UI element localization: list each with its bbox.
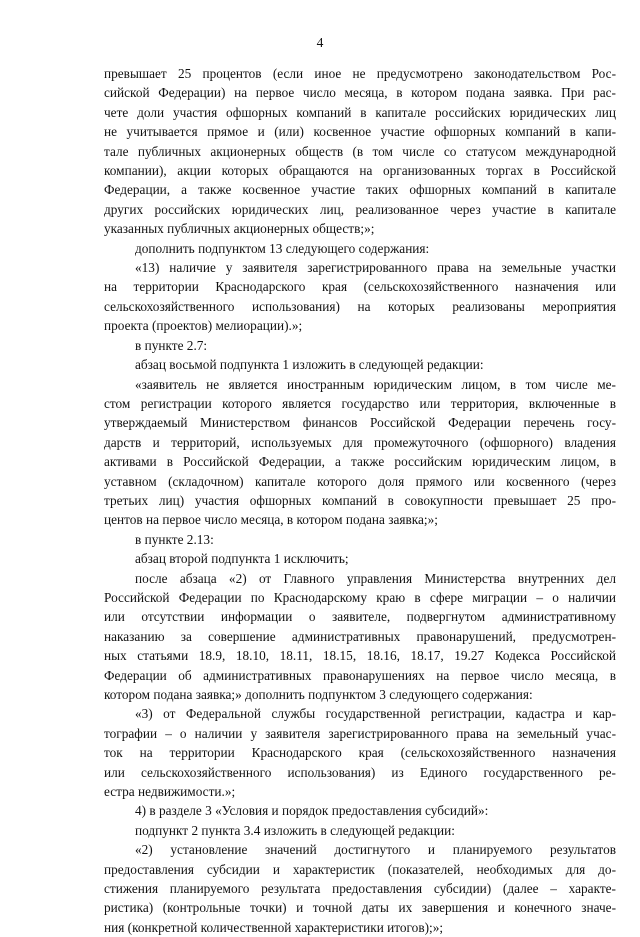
text-line: абзац второй подпункта 1 исключить; bbox=[135, 551, 349, 567]
text-line: центов на первое число месяца, в котором подана заявка;»; bbox=[104, 512, 438, 528]
text-line: на территории Краснодарского края (сельскохозяйственного назначения или bbox=[104, 279, 616, 295]
text-line: уставном (складочном) капитале которого доля прямого или косвенного (через bbox=[104, 473, 616, 489]
text-line: ных статьями 18.9, 18.10, 18.11, 18.15, 18.16, 18.17, 19.27 Кодекса Российской bbox=[104, 648, 616, 664]
text-line: ристика) (контрольные точки) и точной даты их завершения и конечного значе- bbox=[104, 900, 616, 916]
text-line: «13) наличие у заявителя зарегистрированного права на земельные участки bbox=[135, 260, 616, 276]
text-line: указанных публичных акционерных обществ;»; bbox=[104, 221, 375, 237]
text-line: других российских юридических лиц, реализованное через участие в капитале bbox=[104, 201, 616, 217]
text-line: абзац восьмой подпункта 1 изложить в следующей редакции: bbox=[135, 357, 484, 373]
text-line: утверждаемый Министерством финансов Российской Федерации перечень госу- bbox=[104, 415, 616, 431]
text-line: «3) от Федеральной службы государственной регистрации, кадастра и кар- bbox=[135, 706, 616, 722]
text-line: в пункте 2.7: bbox=[135, 337, 208, 353]
text-line: не учитывается прямое и (или) косвенное участие офшорных компаний в капи- bbox=[104, 124, 616, 140]
text-line: «заявитель не является иностранным юридическим лицом, в том числе ме- bbox=[135, 376, 616, 392]
text-line: естра недвижимости.»; bbox=[104, 784, 236, 800]
text-line: предоставления субсидии и характеристик (показателей, необходимых для до- bbox=[104, 861, 616, 877]
text-line: тале публичных акционерных обществ (в том числе со статусом международной bbox=[104, 143, 616, 159]
text-line: ток на территории Краснодарского края (сельскохозяйственного назначения bbox=[104, 745, 616, 761]
text-line: котором подана заявка;» дополнить подпунктом 3 следующего содержания: bbox=[104, 687, 533, 702]
text-line: или сельскохозяйственного использования) из Единого государственного ре- bbox=[104, 764, 616, 780]
text-line: сельскохозяйственного использования) на которых реализованы мероприятия bbox=[104, 298, 616, 314]
text-line: компании), акции которых обращаются на организованных торгах в Российской bbox=[104, 163, 616, 179]
text-line: чете доли участия офшорных компаний в капитале российских юридических лиц bbox=[104, 104, 616, 120]
document-body bbox=[104, 64, 616, 937]
text-line: или отсутствии информации о заявителе, подвергнутом административному bbox=[104, 609, 616, 625]
text-line: ния (конкретной количественной характеристики итогов);»; bbox=[104, 919, 444, 935]
text-line: «2) установление значений достигнутого и планируемого результатов bbox=[135, 842, 616, 858]
text-line: стом регистрации которого является государство или территория, включенные в bbox=[104, 395, 616, 411]
text-line: подпункт 2 пункта 3.4 изложить в следующей редакции: bbox=[135, 822, 455, 838]
text-line: тографии – о наличии у заявителя зарегистрированного права на земельный учас- bbox=[104, 725, 616, 741]
text-line: дополнить подпунктом 13 следующего содержания: bbox=[135, 240, 430, 256]
page-number: 4 bbox=[316, 35, 324, 50]
text-line: сийской Федерации) на первое число месяца, в котором подана заявка. При рас- bbox=[104, 85, 616, 101]
text-line: после абзаца «2) от Главного управления Министерства внутренних дел bbox=[135, 570, 616, 586]
text-line: наказанию за совершение административных правонарушений, предусмотрен- bbox=[104, 628, 616, 644]
text-line: превышает 25 процентов (если иное не предусмотрено законодательством Рос- bbox=[104, 66, 616, 81]
text-line: Федерации об административных правонарушениях на первое число месяца, в bbox=[104, 667, 616, 683]
text-line: активами в Российской Федерации, а также российским юридическим лицом, в bbox=[104, 454, 616, 470]
text-line: 4) в разделе 3 «Условия и порядок предоставления субсидий»: bbox=[135, 803, 489, 819]
text-line: третьих лиц) участия офшорных компаний в совокупности превышает 25 про- bbox=[104, 492, 616, 508]
text-line: стижения планируемого результата предоставления субсидии) (далее – характе- bbox=[104, 881, 616, 897]
text-line: в пункте 2.13: bbox=[135, 531, 214, 547]
text-line: Федерации, а также косвенное участие таких офшорных компаний в капитале bbox=[104, 182, 616, 198]
text-line: Российской Федерации по Краснодарскому краю в сфере миграции – о наличии bbox=[104, 589, 616, 605]
text-line: дарств и территорий, используемых для промежуточного (офшорного) владения bbox=[104, 434, 616, 450]
text-line: проекта (проектов) мелиорации).»; bbox=[104, 318, 303, 334]
